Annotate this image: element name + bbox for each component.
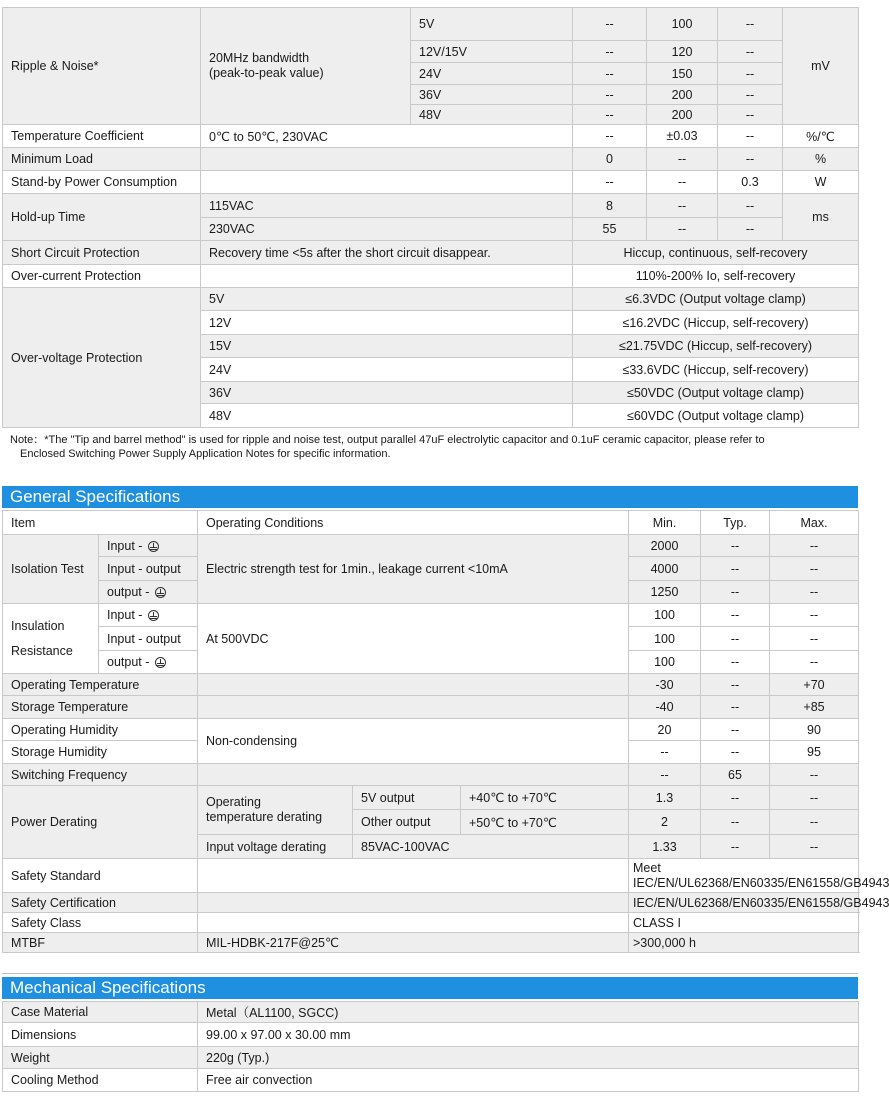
min-load-label: Minimum Load bbox=[3, 148, 201, 171]
ripple-max: -- bbox=[718, 63, 783, 85]
isolation-max: -- bbox=[770, 535, 859, 557]
insulation-condition: At 500VDC bbox=[198, 604, 629, 674]
mechanical-spec-table bbox=[2, 1001, 859, 1092]
temp-coeff-max: -- bbox=[718, 125, 783, 148]
op-hum-typ: -- bbox=[701, 719, 770, 741]
derating-range: +50℃ to +70℃ bbox=[461, 810, 629, 835]
insulation-min: 100 bbox=[629, 651, 701, 674]
switching-typ: 65 bbox=[701, 764, 770, 786]
holdup-typ: -- bbox=[647, 218, 718, 241]
safety-class-condition bbox=[198, 913, 629, 933]
insulation-sub: output - bbox=[99, 651, 198, 674]
ground-icon bbox=[148, 541, 159, 552]
mech-value: 99.00 x 97.00 x 30.00 mm bbox=[198, 1023, 859, 1047]
short-circuit-condition: Recovery time <5s after the short circuit disappear. bbox=[201, 241, 573, 265]
holdup-typ: -- bbox=[647, 194, 718, 218]
mech-value: Free air convection bbox=[198, 1069, 859, 1092]
holdup-max: -- bbox=[718, 194, 783, 218]
isolation-label: Isolation Test bbox=[3, 535, 99, 604]
ripple-voltage: 36V bbox=[411, 85, 573, 105]
ripple-voltage: 12V/15V bbox=[411, 41, 573, 63]
ground-icon bbox=[155, 657, 166, 668]
holdup-condition: 115VAC bbox=[201, 194, 573, 218]
safety-standard-label: Safety Standard bbox=[3, 859, 198, 893]
derating-typ: -- bbox=[701, 786, 770, 810]
ripple-typ: 150 bbox=[647, 63, 718, 85]
over-current-label: Over-current Protection bbox=[3, 265, 201, 288]
min-load-typ: -- bbox=[647, 148, 718, 171]
ripple-min: -- bbox=[573, 105, 647, 125]
safety-standard-value: Meet IEC/EN/UL62368/EN60335/EN61558/GB4943 bbox=[629, 859, 859, 893]
ripple-min: -- bbox=[573, 85, 647, 105]
col-header-typ: Typ. bbox=[701, 511, 770, 535]
safety-standard-condition bbox=[198, 859, 629, 893]
switching-label: Switching Frequency bbox=[3, 764, 198, 786]
safety-cert-condition bbox=[198, 893, 629, 913]
insulation-label: Insulation Resistance bbox=[3, 604, 99, 674]
op-hum-max: 90 bbox=[770, 719, 859, 741]
footnote bbox=[10, 433, 850, 461]
safety-cert-value: IEC/EN/UL62368/EN60335/EN61558/GB4943 bbox=[629, 893, 859, 913]
ovp-voltage: 15V bbox=[201, 335, 573, 358]
over-voltage-label: Over-voltage Protection bbox=[3, 288, 201, 428]
st-temp-min: -40 bbox=[629, 696, 701, 719]
ripple-typ: 200 bbox=[647, 85, 718, 105]
st-hum-label: Storage Humidity bbox=[3, 741, 198, 764]
isolation-sub: output - bbox=[99, 581, 198, 604]
st-temp-condition bbox=[198, 696, 629, 719]
ovp-value: ≤33.6VDC (Hiccup, self-recovery) bbox=[573, 358, 859, 382]
standby-unit: W bbox=[783, 171, 859, 194]
mtbf-value: >300,000 h bbox=[629, 933, 859, 953]
insulation-max: -- bbox=[770, 604, 859, 627]
ovp-voltage: 24V bbox=[201, 358, 573, 382]
input-derating-range: 85VAC-100VAC bbox=[353, 835, 629, 859]
ovp-value: ≤50VDC (Output voltage clamp) bbox=[573, 382, 859, 404]
isolation-min: 2000 bbox=[629, 535, 701, 557]
section-divider bbox=[2, 973, 858, 974]
over-current-condition bbox=[201, 265, 573, 288]
ripple-max: -- bbox=[718, 105, 783, 125]
general-section-title: General Specifications bbox=[2, 486, 858, 508]
mech-label: Cooling Method bbox=[3, 1069, 198, 1092]
general-spec-table bbox=[2, 510, 889, 953]
mech-value: 220g (Typ.) bbox=[198, 1047, 859, 1069]
insulation-sub: Input - output bbox=[99, 627, 198, 651]
isolation-typ: -- bbox=[701, 581, 770, 604]
hum-condition: Non-condensing bbox=[198, 719, 629, 764]
derating-op-label: Operating temperature derating bbox=[198, 786, 353, 835]
ripple-min: -- bbox=[573, 41, 647, 63]
isolation-sub: Input - bbox=[99, 535, 198, 557]
derating-label: Power Derating bbox=[3, 786, 198, 859]
mech-label: Dimensions bbox=[3, 1023, 198, 1047]
derating-output: 5V output bbox=[353, 786, 461, 810]
holdup-condition: 230VAC bbox=[201, 218, 573, 241]
ripple-voltage: 48V bbox=[411, 105, 573, 125]
insulation-typ: -- bbox=[701, 604, 770, 627]
isolation-typ: -- bbox=[701, 535, 770, 557]
switching-condition bbox=[198, 764, 629, 786]
ripple-unit: mV bbox=[783, 8, 859, 125]
st-temp-label: Storage Temperature bbox=[3, 696, 198, 719]
min-load-unit: % bbox=[783, 148, 859, 171]
ground-icon bbox=[155, 587, 166, 598]
safety-class-value: CLASS I bbox=[629, 913, 859, 933]
temp-coeff-unit: %/℃ bbox=[783, 125, 859, 148]
op-temp-max: +70 bbox=[770, 674, 859, 696]
isolation-typ: -- bbox=[701, 557, 770, 581]
insulation-typ: -- bbox=[701, 627, 770, 651]
derating-max: -- bbox=[770, 786, 859, 810]
derating-max: -- bbox=[770, 810, 859, 835]
ovp-voltage: 36V bbox=[201, 382, 573, 404]
isolation-max: -- bbox=[770, 581, 859, 604]
standby-typ: -- bbox=[647, 171, 718, 194]
isolation-min: 4000 bbox=[629, 557, 701, 581]
ripple-condition: 20MHz bandwidth (peak-to-peak value) bbox=[201, 8, 411, 125]
ripple-typ: 100 bbox=[647, 8, 718, 41]
isolation-sub: Input - output bbox=[99, 557, 198, 581]
temp-coeff-typ: ±0.03 bbox=[647, 125, 718, 148]
col-header-min: Min. bbox=[629, 511, 701, 535]
mtbf-label: MTBF bbox=[3, 933, 198, 953]
standby-label: Stand-by Power Consumption bbox=[3, 171, 201, 194]
footnote-line: Enclosed Switching Power Supply Application Notes for specific information. bbox=[20, 448, 391, 460]
switching-max: -- bbox=[770, 764, 859, 786]
isolation-max: -- bbox=[770, 557, 859, 581]
insulation-max: -- bbox=[770, 627, 859, 651]
ovp-voltage: 12V bbox=[201, 311, 573, 335]
ground-icon bbox=[148, 610, 159, 621]
op-temp-typ: -- bbox=[701, 674, 770, 696]
standby-max: 0.3 bbox=[718, 171, 783, 194]
col-header-conditions: Operating Conditions bbox=[198, 511, 629, 535]
over-current-value: 110%-200% Io, self-recovery bbox=[573, 265, 859, 288]
holdup-unit: ms bbox=[783, 194, 859, 241]
derating-typ: -- bbox=[701, 810, 770, 835]
footnote-line: Note：*The "Tip and barrel method" is used for ripple and noise test, output parallel 47uF electrolytic capacitor and 0.1uF ceramic capacitor, please refer to bbox=[10, 434, 765, 446]
ripple-voltage: 24V bbox=[411, 63, 573, 85]
mech-label: Case Material bbox=[3, 1002, 198, 1023]
temp-coeff-condition: 0℃ to 50℃, 230VAC bbox=[201, 125, 573, 148]
standby-condition bbox=[201, 171, 573, 194]
st-temp-typ: -- bbox=[701, 696, 770, 719]
st-hum-max: 95 bbox=[770, 741, 859, 764]
mech-label: Weight bbox=[3, 1047, 198, 1069]
op-temp-min: -30 bbox=[629, 674, 701, 696]
insulation-typ: -- bbox=[701, 651, 770, 674]
ripple-max: -- bbox=[718, 85, 783, 105]
derating-min: 1.33 bbox=[629, 835, 701, 859]
insulation-min: 100 bbox=[629, 604, 701, 627]
st-hum-min: -- bbox=[629, 741, 701, 764]
insulation-max: -- bbox=[770, 651, 859, 674]
mechanical-section-title: Mechanical Specifications bbox=[2, 977, 858, 999]
op-hum-label: Operating Humidity bbox=[3, 719, 198, 741]
derating-min: 1.3 bbox=[629, 786, 701, 810]
col-header-item: Item bbox=[3, 511, 198, 535]
ovp-value: ≤6.3VDC (Output voltage clamp) bbox=[573, 288, 859, 311]
op-hum-min: 20 bbox=[629, 719, 701, 741]
ovp-value: ≤16.2VDC (Hiccup, self-recovery) bbox=[573, 311, 859, 335]
ripple-typ: 200 bbox=[647, 105, 718, 125]
temp-coeff-min: -- bbox=[573, 125, 647, 148]
ripple-min: -- bbox=[573, 63, 647, 85]
ripple-typ: 120 bbox=[647, 41, 718, 63]
holdup-min: 8 bbox=[573, 194, 647, 218]
ovp-value: ≤21.75VDC (Hiccup, self-recovery) bbox=[573, 335, 859, 358]
output-spec-table bbox=[2, 7, 859, 428]
standby-min: -- bbox=[573, 171, 647, 194]
derating-output: Other output bbox=[353, 810, 461, 835]
st-hum-typ: -- bbox=[701, 741, 770, 764]
op-temp-label: Operating Temperature bbox=[3, 674, 198, 696]
derating-range: +40℃ to +70℃ bbox=[461, 786, 629, 810]
insulation-min: 100 bbox=[629, 627, 701, 651]
short-circuit-value: Hiccup, continuous, self-recovery bbox=[573, 241, 859, 265]
ripple-max: -- bbox=[718, 8, 783, 41]
op-temp-condition bbox=[198, 674, 629, 696]
ripple-voltage: 5V bbox=[411, 8, 573, 41]
holdup-label: Hold-up Time bbox=[3, 194, 201, 241]
holdup-min: 55 bbox=[573, 218, 647, 241]
safety-cert-label: Safety Certification bbox=[3, 893, 198, 913]
isolation-condition: Electric strength test for 1min., leakage current <10mA bbox=[198, 535, 629, 604]
short-circuit-label: Short Circuit Protection bbox=[3, 241, 201, 265]
min-load-condition bbox=[201, 148, 573, 171]
ripple-max: -- bbox=[718, 41, 783, 63]
temp-coeff-label: Temperature Coefficient bbox=[3, 125, 201, 148]
input-derating-label: Input voltage derating bbox=[198, 835, 353, 859]
derating-min: 2 bbox=[629, 810, 701, 835]
min-load-min: 0 bbox=[573, 148, 647, 171]
ovp-value: ≤60VDC (Output voltage clamp) bbox=[573, 404, 859, 428]
derating-typ: -- bbox=[701, 835, 770, 859]
col-header-max: Max. bbox=[770, 511, 859, 535]
mtbf-condition: MIL-HDBK-217F@25℃ bbox=[198, 933, 629, 953]
ripple-label: Ripple & Noise* bbox=[3, 8, 201, 125]
isolation-min: 1250 bbox=[629, 581, 701, 604]
ripple-min: -- bbox=[573, 8, 647, 41]
insulation-sub: Input - bbox=[99, 604, 198, 627]
derating-max: -- bbox=[770, 835, 859, 859]
safety-class-label: Safety Class bbox=[3, 913, 198, 933]
mech-value: Metal（AL1100, SGCC) bbox=[198, 1002, 859, 1023]
ovp-voltage: 48V bbox=[201, 404, 573, 428]
ovp-voltage: 5V bbox=[201, 288, 573, 311]
st-temp-max: +85 bbox=[770, 696, 859, 719]
switching-min: -- bbox=[629, 764, 701, 786]
min-load-max: -- bbox=[718, 148, 783, 171]
holdup-max: -- bbox=[718, 218, 783, 241]
